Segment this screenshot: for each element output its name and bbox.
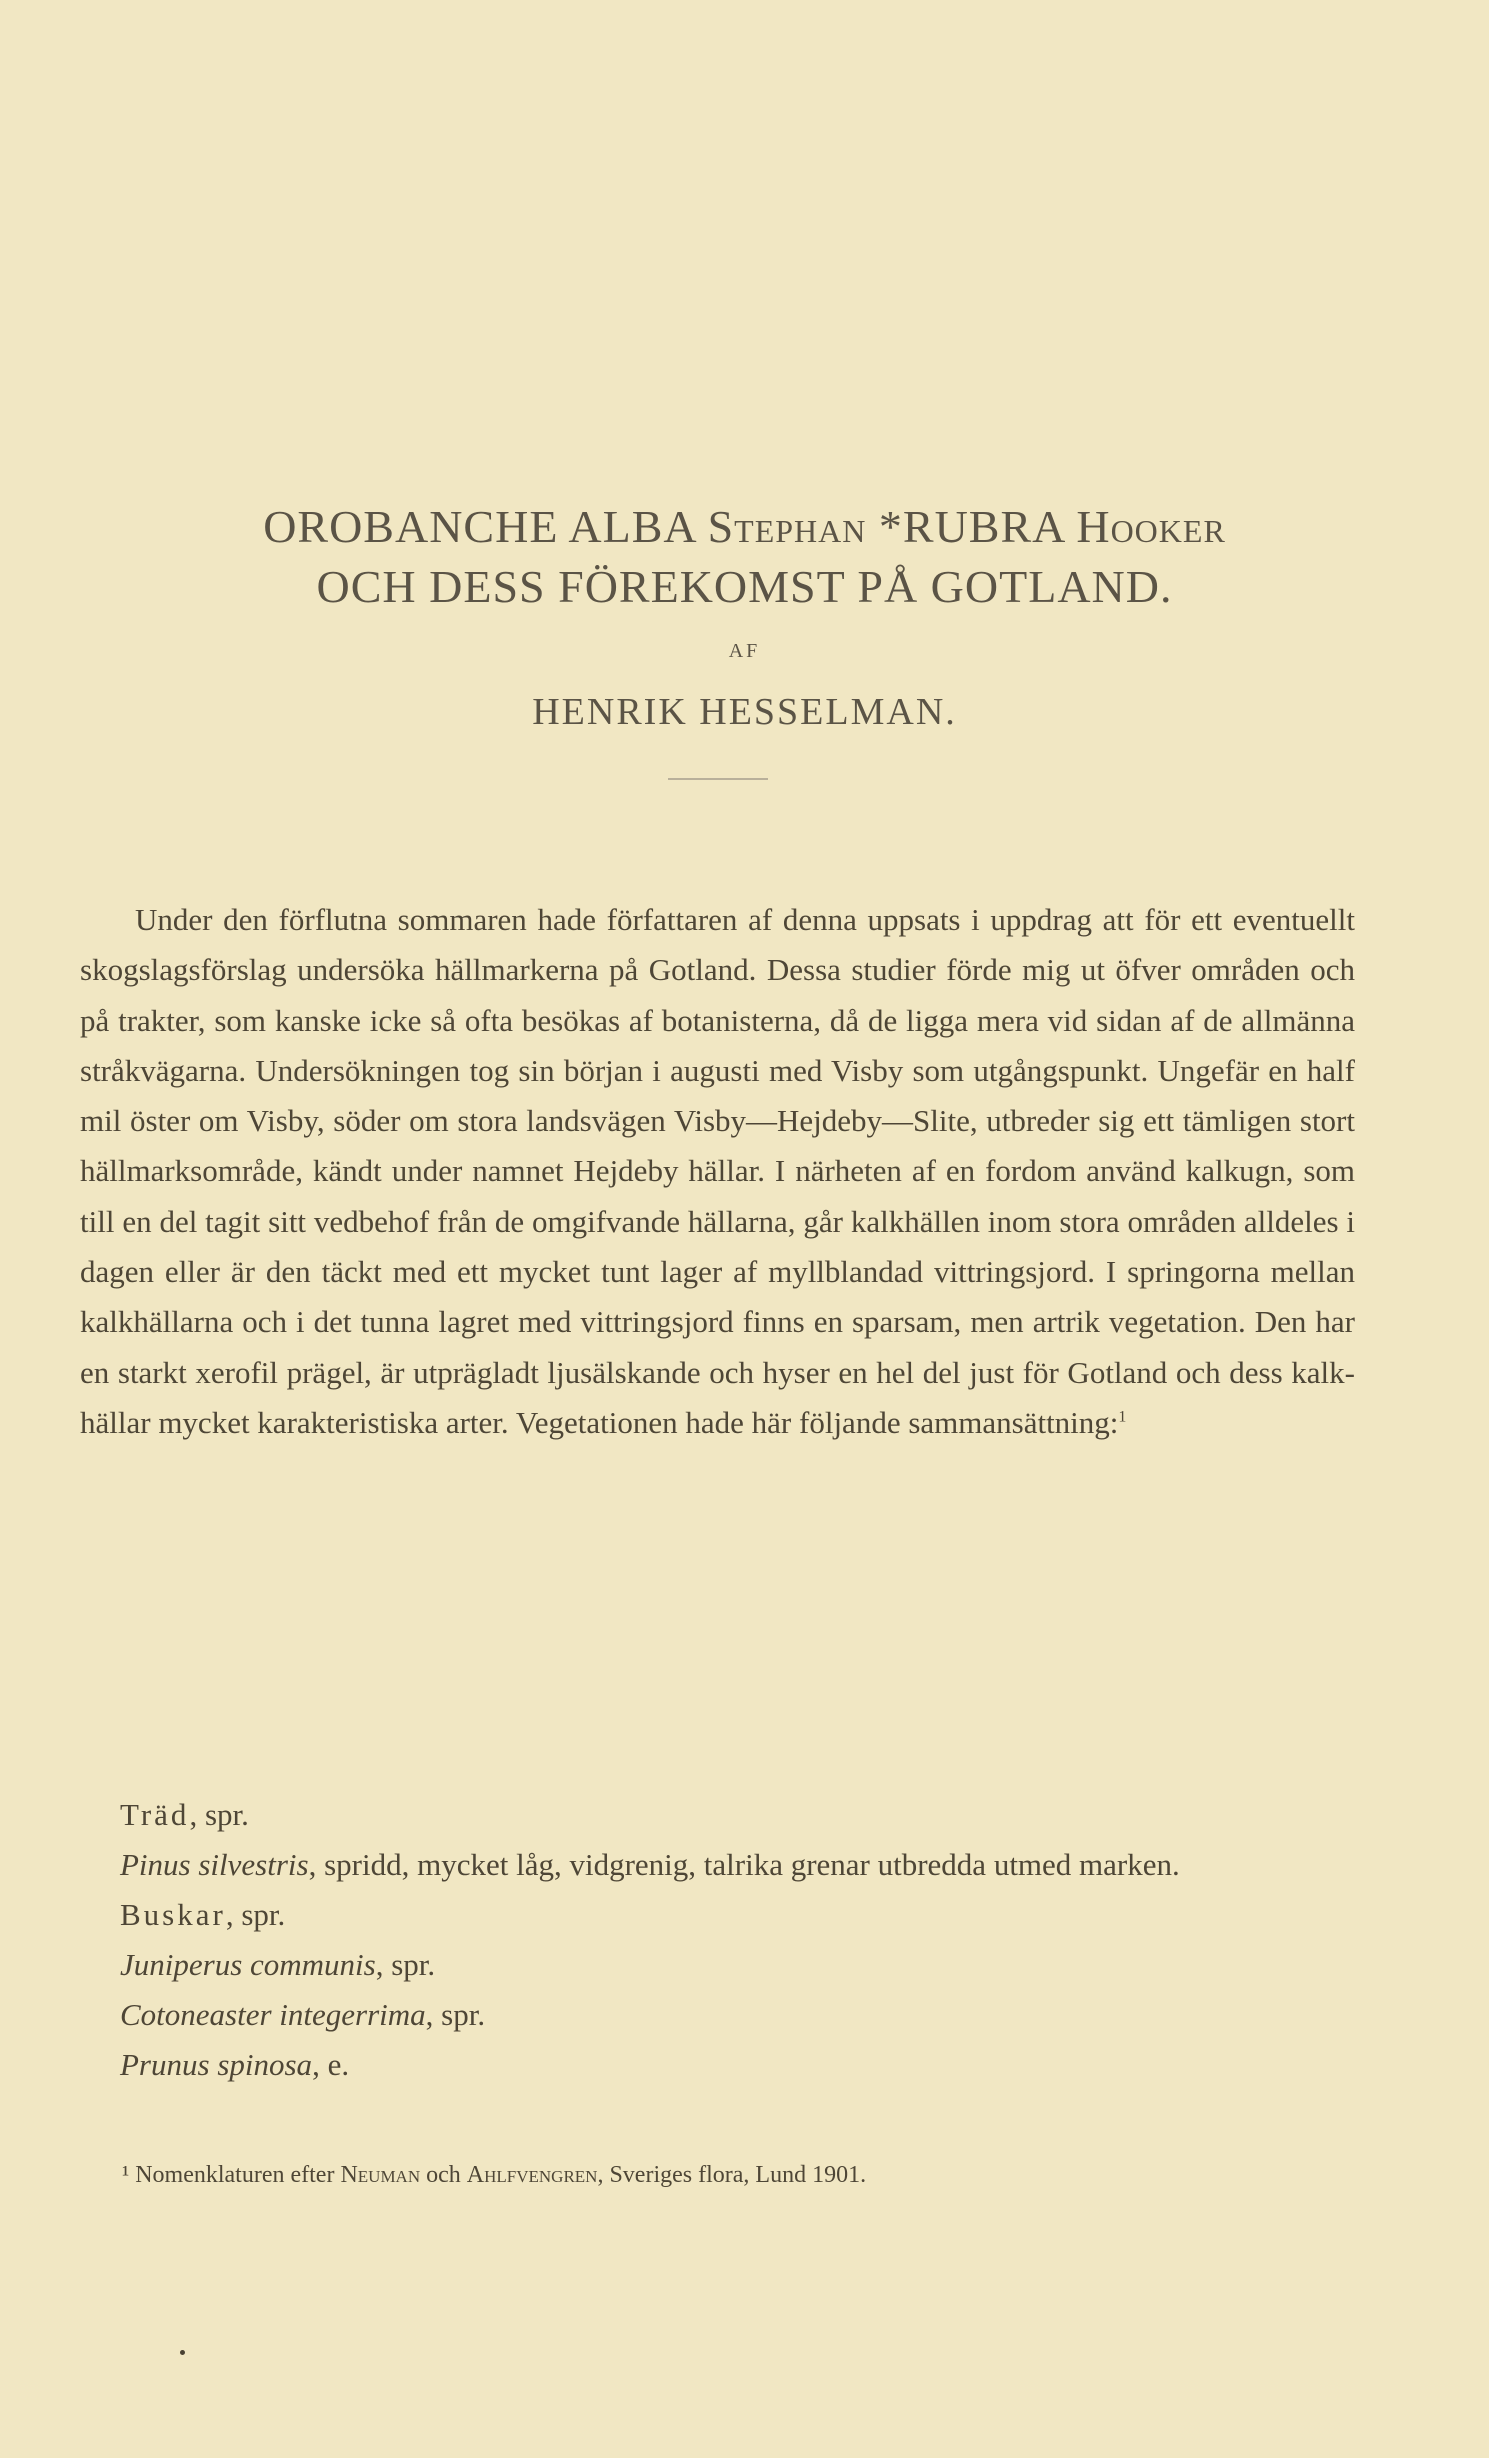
byline-af: AF — [728, 640, 761, 662]
list-item-cotoneaster — [80, 1990, 1355, 2040]
body-paragraph-text: Under den förflutna sommaren hade författaren af denna uppsats i uppdrag att för ett eventuellt skogslagsförslag undersöka hällmarkerna på Gotland. Dessa studier förde mig ut öfver områden och på trakter, som kanske icke så ofta besökas af botanisterna, då de ligga mera vid sidan af de allmänna stråkvägarna. Undersökningen tog sin början i augusti med Visby som utgångspunkt. Ungefär en half mil öster om Visby, söder om stora landsvägen Visby—Hejdeby—Slite, utbreder sig ett tämligen stort hällmarksområde, kändt under namnet Hejdeby hällar. I närheten af en fordom använd kalkugn, som till en del tagit sitt vedbehof från de omgifvande hällarna, går kalkhällen inom stora områden alldeles i dagen eller är den täckt med ett mycket tunt lager af myllblandad vittringsjord. I springorna mellan kalkhällarna och i det tunna lagret med vittringsjord finns en sparsam, men artrik vegetation. Den har en starkt xerofil prägel, är utprägladt ljusälskande och hyser en hel del just för Gotland och dess kalkhällar mycket karakteristiska arter. Vegetationen hade här följande sammansättning: — [80, 902, 1355, 1440]
list-heading-trad — [80, 1790, 1355, 1840]
list-item-prunus — [80, 2040, 1355, 2090]
ink-speck — [180, 2350, 185, 2355]
title-author-hooker: Hooker — [1076, 501, 1226, 552]
footnote-text-a: Nomenklaturen efter — [129, 2162, 341, 2188]
buskar-suffix: , spr. — [225, 1897, 286, 1932]
footnote-text-c: , Sveriges flora, Lund 1901. — [597, 2162, 867, 2188]
body-paragraph — [80, 895, 1355, 1448]
trad-label: Träd — [120, 1797, 190, 1832]
footnote — [122, 2160, 1322, 2190]
footnote-marker: ¹ — [122, 2162, 130, 2188]
title-variety: *RUBRA — [866, 501, 1077, 552]
trad-suffix: , spr. — [189, 1797, 249, 1832]
article-title-line-1 — [0, 500, 1489, 553]
title-genus: OROBANCHE ALBA — [263, 501, 708, 552]
cotoneaster-suffix: , spr. — [425, 1997, 486, 2032]
footnote-text-b: och — [420, 2162, 467, 2188]
cotoneaster-species-name: Cotoneaster integerrima — [120, 1997, 426, 2032]
author-name: HENRIK HESSELMAN. — [532, 691, 957, 733]
list-heading-buskar — [80, 1890, 1355, 1940]
pinus-description: , spridd, mycket låg, vidgrenig, talrika grenar utbredda utmed marken. — [308, 1847, 1180, 1882]
pinus-species-name: Pinus silvestris — [120, 1847, 309, 1882]
footnote-reference: 1 — [1118, 1408, 1127, 1426]
footnote-author-ahlfvengren: Ahlfvengren — [466, 2162, 598, 2188]
article-title-line-2: OCH DESS FÖREKOMST PÅ GOTLAND. — [316, 561, 1173, 612]
list-item-juniperus — [80, 1940, 1355, 1990]
buskar-label: Buskar — [120, 1897, 226, 1932]
juniperus-suffix: , spr. — [375, 1947, 436, 1982]
prunus-suffix: , e. — [312, 2047, 350, 2082]
juniperus-species-name: Juniperus communis — [120, 1947, 376, 1982]
prunus-species-name: Prunus spinosa — [120, 2047, 313, 2082]
list-item-pinus — [80, 1840, 1355, 1890]
title-author-stephan: Stephan — [707, 501, 867, 552]
footnote-author-neuman: Neuman — [340, 2162, 421, 2188]
title-divider — [668, 778, 768, 780]
species-list — [80, 1790, 1355, 2090]
